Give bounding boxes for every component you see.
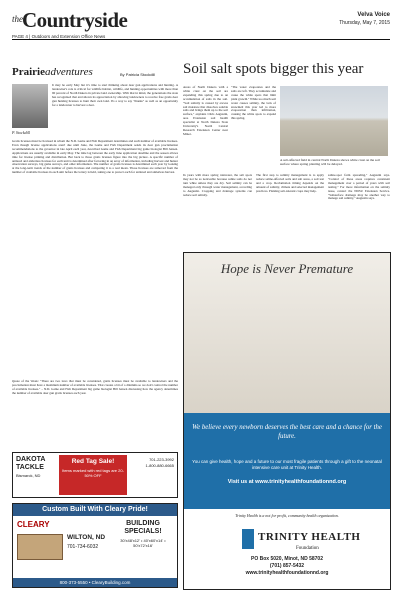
dakota-address: Bismarck, ND xyxy=(16,473,41,478)
story-column-4: The first step to salinity management is to apply reduce saline-affected soils and salt areas, a soil test and a crop. Reclamation timing depends on the amount of salinity, climate and selected management practices. Planting salt-tolerant crops may help. xyxy=(256,173,324,193)
section-title-a: Prairie xyxy=(12,66,45,78)
masthead xyxy=(12,8,390,39)
publication-name: Velva Voice xyxy=(357,12,390,18)
hope-visit-link[interactable]: Visit us at www.trinityhealthfoundationnd.org xyxy=(227,479,347,485)
red-tag-title: Red Tag Sale! xyxy=(71,458,115,465)
trinity-address: PO Box 5020, Minot, ND 58702 xyxy=(251,556,323,562)
hope-small-text: You can give health, hope and a future to our most fragile patients through a gift to the neonatal intensive care unit at Trinity Health. xyxy=(192,459,382,470)
dakota-tackle-ad[interactable] xyxy=(12,452,178,498)
masthead-the: the xyxy=(12,14,23,24)
building-specials: BUILDING SPECIALS! xyxy=(124,520,162,535)
dakota-phone-b: 1-800-880-6665 xyxy=(145,463,174,468)
author-photo xyxy=(12,84,48,128)
cleary-logo: CLEARY xyxy=(17,520,50,529)
trinity-logo-subtitle: Foundation xyxy=(296,546,319,551)
story-column-2: "The water evaporates and the salts are left. They accumulate and cause the white spots that limit plant growth." While too much soil water causes salinity, the lack of snowmelt this year led to more evaporation than infiltration, causing the white spots to expand this spring. xyxy=(231,85,276,121)
story-headline: Soil salt spots bigger this year xyxy=(183,61,364,77)
page-label: PAGE 4 | Outdoors and Extension Office News xyxy=(12,34,106,39)
dakota-logo xyxy=(16,456,56,480)
building-image xyxy=(17,534,63,560)
story-photo-caption: A salt-affected field in central North Dakota shows white crust on the soil surface where spring planting will be delayed. xyxy=(280,158,380,166)
red-tag-subtitle: Items marked with red tags are 20-50% OFF xyxy=(62,468,124,478)
trinity-contact xyxy=(184,556,390,577)
hope-tagline: Hope is Never Premature xyxy=(220,261,354,276)
trinity-logo-icon xyxy=(242,529,254,549)
section-title-b: adventures xyxy=(44,66,93,78)
red-tag-sale xyxy=(59,455,127,495)
cleary-phone: 701-734-6032 xyxy=(67,544,99,550)
dakota-phones xyxy=(130,457,174,469)
story-column-1: Areas of North Dakota with a white crust on the soil are expanding this spring due to an accumulation of salts in the soil. "Soil salinity is caused by excess salt moisture that dissolves soluble salts and brings them up to the soil surface," explains Chris Augustin, area Extension soil health specialist at North Dakota State University's North Central Research Extension Center near Minot. xyxy=(183,85,228,136)
column-text-a: It may be early May but it's time to start thinking about deer gun applications and hunting. A landowner's role is critical for wildlife habitat, wildlife, and hunting opportunities with more than 90 percent of North Dakota in private land ownership. With that in mind, the generations the state has recognized that and shown its appreciation by allowing landowners to receive free gratis deer gun hunting licenses to hunt their own land. It's a way to say "thanks" as well as an opportunity for a landowner to harvest a deer. xyxy=(52,83,178,107)
byline: By Patricia Stockdill xyxy=(120,72,156,77)
story-column-5: saline-spot farm spreading," Augustin says. "Control of these areas requires consistent management over a period of years with soil testing." For more information on the salinity issue, contact the NDSU Extension Service. "Subsurface drainage may be another way to manage soil salinity," Augustin says. xyxy=(328,173,390,201)
masthead-title: Countryside xyxy=(22,8,128,32)
column-text-b: Gratis licenses must be licensed in whom the N.D. Game and Fish Department determines and such number of available licenses. Even though license applications aren't due until June, the Game and Fish Department sends its deer gun proclamation recommendations to the governor in late April each year, described Game and Fish Department big game biologist Bill Jensen. Applications are usually available in early May. The time lag between the early June application deadline and the season allows time for license printing and distribution. But back to those gratis licenses figure into the big picture. A specific number of antlered and antlerless licenses for each unit is determined after factoring in an array of information, including harvest and hunter observation surveys, big game surveys, and other information. The number of gratis licenses is determined each year by looking at the long-term trends of the number of gratis licenses and comparing it to a real mean. Those licenses are removed from the number of available licenses in each unit before the lottery is held, taking one to protect each for antlered and antlerless harvest. xyxy=(12,139,178,175)
cleary-footer[interactable]: 800-373-5550 • ClearyBuilding.com xyxy=(13,578,177,587)
story-column-3: In years with more spring rainwater, the salt spots may not be as noticeable because saline soils do not turn white unless they are dry. Soil salinity can be managed only through water management, according to Augustin. Cropping and drainage systems can reduce soil salinity. xyxy=(183,173,252,197)
message-panel xyxy=(184,413,390,509)
trinity-phone: (701) 857-5432 xyxy=(269,563,305,569)
newborn-photo xyxy=(184,253,390,413)
cleary-ad[interactable] xyxy=(12,503,178,588)
dakota-phone-a: 701-223-3992 xyxy=(149,457,174,462)
section-title xyxy=(12,66,93,78)
trust-line: Trinity Health is a not for profit, community health organization. xyxy=(235,513,339,518)
author-photo-caption: P. Stockdill xyxy=(12,130,30,135)
header-rule xyxy=(12,39,390,40)
story-photo xyxy=(280,86,388,156)
building-sizes: 30'x48'x12' • 40'x60'x14' • 50'x72'x16' xyxy=(120,538,166,548)
cleary-banner: Custom Built With Cleary Pride! xyxy=(13,504,177,516)
issue-date: Thursday, May 7, 2015 xyxy=(339,20,390,26)
quote-of-week: Quote of the Week: "There are two laws that must be considered, gratis licenses must be available to landowners and the proclamation must have a maximum number of available licenses. That creates a bit of a dilemma so we don't control the number of available licenses." – N.D. Game and Fish Department big game biologist Bill Jensen discussing how the agency determines the number of available deer gun gratis licenses each year. xyxy=(12,379,178,395)
dakota-name: DAKOTA TACKLE xyxy=(16,456,46,471)
trinity-logo: TRINITY HEALTH xyxy=(258,531,361,543)
hope-message: We believe every newborn deserves the best care and a chance for the future. xyxy=(192,424,382,440)
cleary-town: WILTON, ND xyxy=(67,534,106,541)
trinity-ad[interactable] xyxy=(183,252,391,590)
trinity-url[interactable]: www.trinityhealthfoundationnd.org xyxy=(245,570,329,576)
